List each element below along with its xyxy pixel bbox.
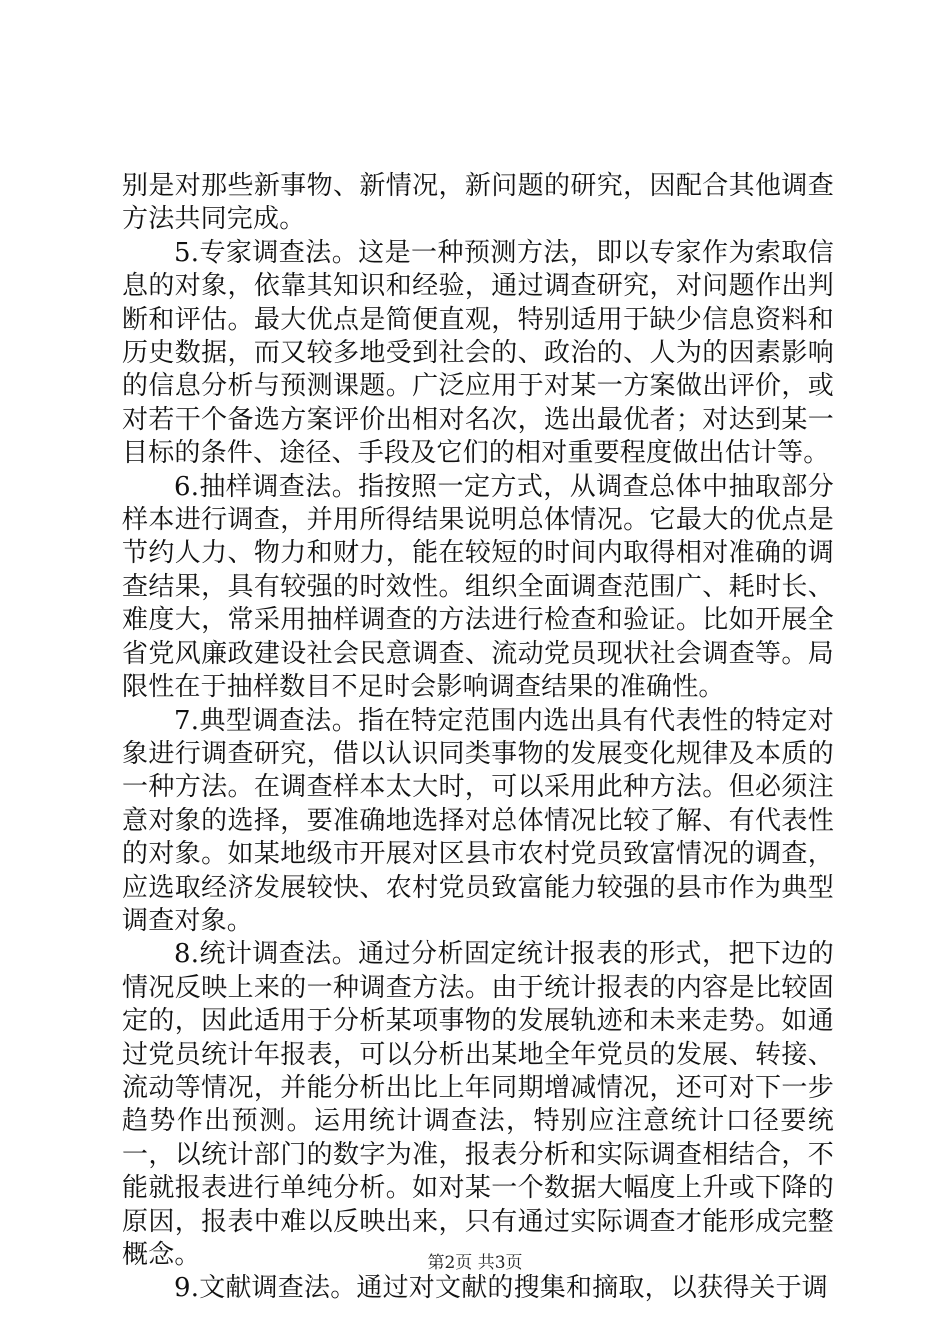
document-body: [122, 170, 834, 1306]
paragraph-statistical-survey: 8.统计调查法。通过分析固定统计报表的形式，把下边的情况反映上来的一种调查方法。由于统计报表的内容是比较固定的，因此适用于分析某项事物的发展轨迹和未来走势。如通过党员统计年报表，可以分析出某地全年党员的发展、转接、流动等情况，并能分析出比上年同期增减情况，还可对下一步趋势作出预测。运用统计调查法，特别应注意统计口径要统一，以统计部门的数字为准，报表分析和实际调查相结合，不能就报表进行单纯分析。如对某一个数据大幅度上升或下降的原因，报表中难以反映出来，只有通过实际调查才能形成完整概念。: [122, 939, 834, 1270]
paragraph-expert-survey: 5.专家调查法。这是一种预测方法，即以专家作为索取信息的对象，依靠其知识和经验，通过调查研究，对问题作出判断和评估。最大优点是简便直观，特别适用于缺少信息资料和历史数据，而又较多地受到社会的、政治的、人为的因素影响的信息分析与预测课题。广泛应用于对某一方案做出评价，或对若干个备选方案评价出相对名次，选出最优者；对达到某一目标的条件、途径、手段及它们的相对重要程度做出估计等。: [122, 237, 834, 469]
paragraph-continuation: 别是对那些新事物、新情况，新问题的研究，因配合其他调查方法共同完成。: [122, 171, 834, 235]
paragraph-typical-survey: 7.典型调查法。指在特定范围内选出具有代表性的特定对象进行调查研究，借以认识同类事物的发展变化规律及本质的一种方法。在调查样本太大时，可以采用此种方法。但必须注意对象的选择，要准确地选择对总体情况比较了解、有代表性的对象。如某地级市开展对区县市农村党员致富情况的调查，应选取经济发展较快、农村党员致富能力较强的县市作为典型调查对象。: [122, 705, 834, 936]
page-footer: 第2页 共3页: [427, 1253, 523, 1273]
paragraph-literature-survey: 9.文献调查法。通过对文献的搜集和摘取，以获得关于调: [174, 1273, 829, 1304]
paragraph-sampling-survey: 6.抽样调查法。指按照一定方式，从调查总体中抽取部分样本进行调查，并用所得结果说明总体情况。它最大的优点是节约人力、物力和财力，能在较短的时间内取得相对准确的调查结果，具有较强的时效性。组织全面调查范围广、耗时长、难度大，常采用抽样调查的方法进行检查和验证。比如开展全省党风廉政建设社会民意调查、流动党员现状社会调查等。局限性在于抽样数目不足时会影响调查结果的准确性。: [122, 471, 834, 703]
